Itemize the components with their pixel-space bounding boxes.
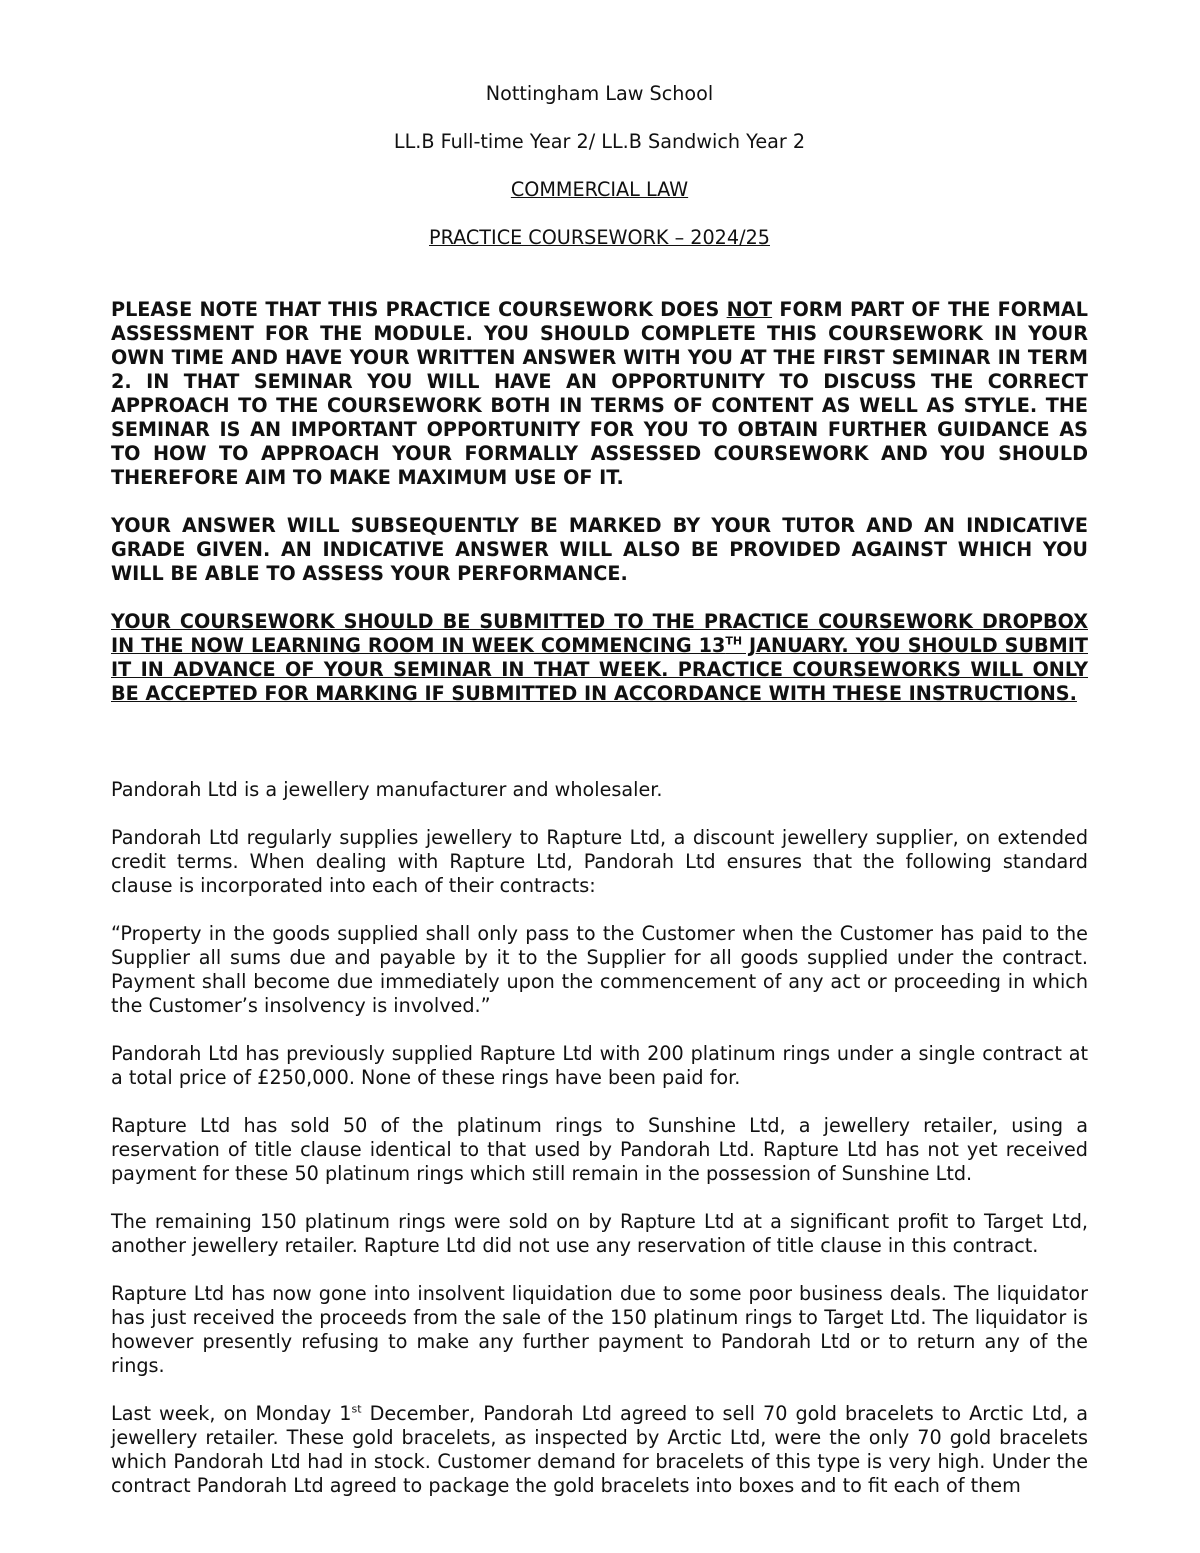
notice-1-text-a: PLEASE NOTE THAT THIS PRACTICE COURSEWORK DOES <box>111 298 727 321</box>
programme-heading: LL.B Full-time Year 2/ LL.B Sandwich Year 2 <box>393 130 806 153</box>
school-heading: Nottingham Law School <box>485 82 714 105</box>
notice-paragraph-3 <box>111 610 1088 706</box>
notice-3-text-a: YOUR COURSEWORK SHOULD BE SUBMITTED TO THE PRACTICE COURSEWORK DROPBOX IN THE NOW LEARNING ROOM IN WEEK COMMENCING 13 <box>111 610 1088 657</box>
module-heading <box>111 178 1088 202</box>
body-paragraph-5: Rapture Ltd has sold 50 of the platinum rings to Sunshine Ltd, a jewellery retailer, using a reservation of title clause identical to that used by Pandorah Ltd. Rapture Ltd has not yet received payment for these 50 platinum rings which still remain in the possession of Sunshine Ltd. <box>111 1114 1088 1185</box>
notice-paragraph-1 <box>111 298 1088 490</box>
body-paragraph-4: Pandorah Ltd has previously supplied Rapture Ltd with 200 platinum rings under a single contract at a total price of £250,000. None of these rings have been paid for. <box>111 1042 1088 1089</box>
notice-3-sup: TH <box>725 634 743 648</box>
body-8-sup: st <box>351 1402 362 1416</box>
coursework-heading <box>111 226 1088 250</box>
module-title: COMMERCIAL LAW <box>510 178 689 201</box>
body-8-text-b: December, Pandorah Ltd agreed to sell 70 gold bracelets to Arctic Ltd, a jewellery retailer. These gold bracelets, as inspected by Arctic Ltd, were the only 70 gold bracelets which Pandorah Ltd had in stock. Customer demand for bracelets of this type is very high. Under the contract Pandorah Ltd agreed to package the gold bracelets into boxes and to fit each of them <box>111 1402 1088 1497</box>
notice-3-text-b: JANUARY. YOU SHOULD SUBMIT IT IN ADVANCE OF YOUR SEMINAR IN THAT WEEK. PRACTICE COURSEWORKS WILL ONLY BE ACCEPTED FOR MARKING IF SUBMITTED IN ACCORDANCE WITH THESE INSTRUCTIONS. <box>111 634 1088 705</box>
body-paragraph-2: Pandorah Ltd regularly supplies jewellery to Rapture Ltd, a discount jewellery supplier, on extended credit terms. When dealing with Rapture Ltd, Pandorah Ltd ensures that the following standard clause is incorporated into each of their contracts: <box>111 826 1088 897</box>
coursework-title: PRACTICE COURSEWORK – 2024/25 <box>429 226 770 249</box>
notice-1-text-b: FORM PART OF THE FORMAL ASSESSMENT FOR THE MODULE. YOU SHOULD COMPLETE THIS COURSEWORK IN YOUR OWN TIME AND HAVE YOUR WRITTEN ANSWER WITH YOU AT THE FIRST SEMINAR IN TERM 2. IN THAT SEMINAR YOU WILL HAVE AN OPPORTUNITY TO DISCUSS THE CORRECT APPROACH TO THE COURSEWORK BOTH IN TERMS OF CONTENT AS WELL AS STYLE. THE SEMINAR IS AN IMPORTANT OPPORTUNITY FOR YOU TO OBTAIN FURTHER GUIDANCE AS TO HOW TO APPROACH YOUR FORMALLY ASSESSED COURSEWORK AND YOU SHOULD THEREFORE AIM TO MAKE MAXIMUM USE OF IT. <box>111 298 1088 489</box>
document-page <box>111 82 1088 1522</box>
body-paragraph-8 <box>111 1402 1088 1498</box>
body-paragraph-3: “Property in the goods supplied shall only pass to the Customer when the Customer has paid to the Supplier all sums due and payable by it to the Supplier for all goods supplied under the contract. Payment shall become due immediately upon the commencement of any act or proceeding in which the Customer’s insolvency is involved.” <box>111 922 1088 1017</box>
spacer <box>111 730 1088 778</box>
body-8-text-a: Last week, on Monday 1 <box>111 1402 352 1425</box>
body-paragraph-1: Pandorah Ltd is a jewellery manufacturer and wholesaler. <box>111 778 663 801</box>
body-paragraph-6: The remaining 150 platinum rings were sold on by Rapture Ltd at a significant profit to Target Ltd, another jewellery retailer. Rapture Ltd did not use any reservation of title clause in this contract. <box>111 1210 1088 1257</box>
body-paragraph-7: Rapture Ltd has now gone into insolvent liquidation due to some poor business deals. The liquidator has just received the proceeds from the sale of the 150 platinum rings to Target Ltd. The liquidator is however presently refusing to make any further payment to Pandorah Ltd or to return any of the rings. <box>111 1282 1088 1377</box>
notice-paragraph-2: YOUR ANSWER WILL SUBSEQUENTLY BE MARKED BY YOUR TUTOR AND AN INDICATIVE GRADE GIVEN. AN INDICATIVE ANSWER WILL ALSO BE PROVIDED AGAINST WHICH YOU WILL BE ABLE TO ASSESS YOUR PERFORMANCE. <box>111 514 1088 585</box>
notice-1-not: NOT <box>726 298 773 321</box>
